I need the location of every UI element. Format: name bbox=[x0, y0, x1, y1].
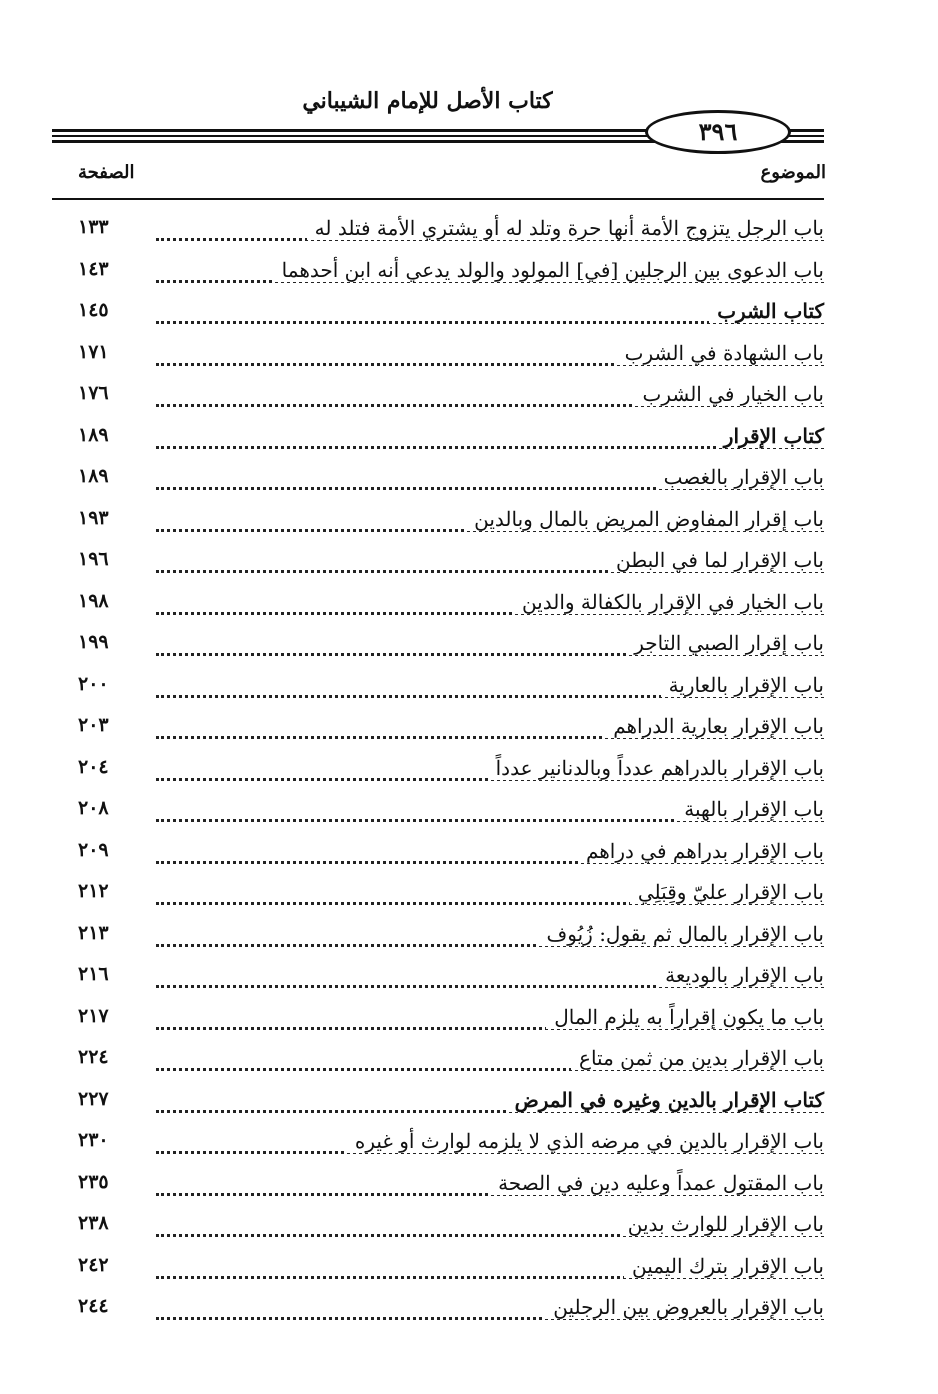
toc-entry-title: باب الإقرار بالغصب bbox=[656, 465, 824, 489]
toc-entry-row bbox=[78, 706, 824, 748]
toc-entry-row bbox=[78, 1038, 824, 1080]
toc-entry-row bbox=[78, 831, 824, 873]
toc-entry-title: باب الإقرار بالدين في مرضه الذي لا يلزمه لوارث أو غيره bbox=[347, 1129, 824, 1153]
toc-entry-page: ٢٢٧ bbox=[78, 1087, 109, 1110]
column-header-rule bbox=[52, 198, 824, 200]
toc-entry-page: ١٩٩ bbox=[78, 631, 109, 653]
toc-entry-row bbox=[78, 1163, 824, 1205]
toc-entry-row bbox=[78, 374, 824, 416]
toc-entry-title: باب الإقرار بترك اليمين bbox=[624, 1254, 824, 1278]
toc-entry-page: ١٧٦ bbox=[78, 382, 109, 404]
toc-entry-row bbox=[78, 914, 824, 956]
toc-entry-title: باب الإقرار بالوديعة bbox=[657, 963, 824, 987]
toc-entry-page: ٢٠٣ bbox=[78, 714, 109, 736]
toc-entry-row bbox=[78, 748, 824, 790]
toc-entry-row bbox=[78, 955, 824, 997]
toc-entry-page: ٢٣٥ bbox=[78, 1170, 109, 1193]
toc-entry-title: باب الإقرار بدراهم في دراهم bbox=[578, 839, 824, 863]
toc-entry-row bbox=[78, 789, 824, 831]
toc-entry-title: باب الرجل يتزوج الأمة أنها حرة وتلد له أو يشتري الأمة فتلد له bbox=[307, 216, 824, 240]
toc-entry-title: باب الإقرار بالعروض بين الرجلين bbox=[545, 1295, 824, 1319]
toc-entry-title: كتاب الإقرار bbox=[716, 424, 824, 448]
toc-entry-title: باب الإقرار بالعارية bbox=[661, 673, 824, 697]
toc-entry-title: باب الخيار في الشرب bbox=[635, 382, 825, 406]
toc-entry-row bbox=[78, 333, 824, 375]
toc-entry-page: ٢٢٤ bbox=[78, 1046, 109, 1068]
toc-entry-page: ٢٣٨ bbox=[78, 1212, 109, 1234]
toc-entry-page: ٢٠٤ bbox=[78, 755, 109, 778]
toc-entry-row bbox=[78, 1121, 824, 1163]
toc-entry-title: باب الإقرار بالهبة bbox=[676, 797, 824, 821]
toc-entry-page: ١٩٨ bbox=[78, 589, 109, 612]
toc-entry-page: ٢٠٩ bbox=[78, 838, 109, 861]
toc-entry-row bbox=[78, 540, 824, 582]
toc-entry-title: باب الإقرار للوارث بدين bbox=[620, 1212, 824, 1236]
toc-entry-title: باب الدعوى بين الرجلين [في] المولود والولد يدعي أنه ابن أحدهما bbox=[274, 258, 824, 282]
toc-entry-row bbox=[78, 872, 824, 914]
toc-entry-title: باب إقرار المفاوض المريض بالمال وبالدين bbox=[466, 507, 824, 531]
toc-entry-title: باب إقرار الصبي التاجر bbox=[626, 631, 824, 655]
topic-column-header: الموضوع bbox=[760, 162, 826, 183]
toc-entry-title: باب الخيار في الإقرار بالكفالة والدين bbox=[514, 590, 824, 614]
toc-entry-page: ٢٣٠ bbox=[78, 1129, 109, 1151]
toc-entry-title: باب المقتول عمداً وعليه دين في الصحة bbox=[490, 1171, 824, 1195]
toc-entry-row bbox=[78, 1204, 824, 1246]
toc-entry-page: ١٩٣ bbox=[78, 506, 109, 529]
toc-entry-title: باب الإقرار بدين من ثمن متاع bbox=[571, 1046, 824, 1070]
toc-entry-title: باب الإقرار عليّ وقِبَلِي bbox=[630, 880, 824, 904]
toc-entry-row bbox=[78, 665, 824, 707]
table-of-contents bbox=[78, 208, 824, 1329]
page-column-header: الصفحة bbox=[78, 162, 135, 183]
toc-entry-title: كتاب الشرب bbox=[709, 299, 824, 323]
toc-chapter-row bbox=[78, 291, 824, 333]
toc-entry-page: ١٧١ bbox=[78, 340, 109, 363]
page-number: ٣٩٦ bbox=[645, 110, 791, 154]
toc-entry-title: كتاب الإقرار بالدين وغيره في المرض bbox=[507, 1088, 824, 1112]
toc-entry-page: ٢١٣ bbox=[78, 921, 109, 944]
toc-entry-page: ٢٠٨ bbox=[78, 797, 109, 819]
toc-entry-page: ٢١٦ bbox=[78, 963, 109, 985]
toc-entry-title: باب الإقرار بعارية الدراهم bbox=[605, 714, 824, 738]
toc-entry-row bbox=[78, 208, 824, 250]
toc-entry-row bbox=[78, 997, 824, 1039]
toc-entry-row bbox=[78, 623, 824, 665]
toc-entry-page: ١٤٣ bbox=[78, 257, 109, 280]
toc-entry-page: ٢١٢ bbox=[78, 880, 109, 902]
toc-chapter-row bbox=[78, 1080, 824, 1122]
toc-entry-title: باب ما يكون إقراراً به يلزم المال bbox=[546, 1005, 824, 1029]
toc-entry-page: ١٤٥ bbox=[78, 299, 109, 321]
toc-entry-page: ٢٠٠ bbox=[78, 672, 109, 695]
running-title: كتاب الأصل للإمام الشيباني bbox=[302, 88, 553, 114]
toc-entry-page: ١٣٣ bbox=[78, 216, 109, 238]
toc-entry-row bbox=[78, 1287, 824, 1329]
toc-chapter-row bbox=[78, 416, 824, 458]
toc-entry-title: باب الإقرار لما في البطن bbox=[608, 548, 824, 572]
toc-entry-page: ٢١٧ bbox=[78, 1004, 109, 1027]
toc-entry-row bbox=[78, 1246, 824, 1288]
toc-entry-row bbox=[78, 457, 824, 499]
toc-entry-row bbox=[78, 250, 824, 292]
toc-entry-page: ١٨٩ bbox=[78, 465, 109, 487]
toc-entry-row bbox=[78, 499, 824, 541]
toc-entry-page: ٢٤٢ bbox=[78, 1253, 109, 1276]
toc-entry-page: ١٩٦ bbox=[78, 548, 109, 570]
toc-entry-title: باب الشهادة في الشرب bbox=[617, 341, 824, 365]
toc-entry-title: باب الإقرار بالدراهم عدداً وبالدنانير عدداً bbox=[488, 756, 824, 780]
toc-entry-page: ٢٤٤ bbox=[78, 1295, 109, 1317]
toc-entry-title: باب الإقرار بالمال ثم يقول: زُيُوف bbox=[539, 922, 824, 946]
toc-entry-row bbox=[78, 582, 824, 624]
toc-entry-page: ١٨٩ bbox=[78, 423, 109, 446]
